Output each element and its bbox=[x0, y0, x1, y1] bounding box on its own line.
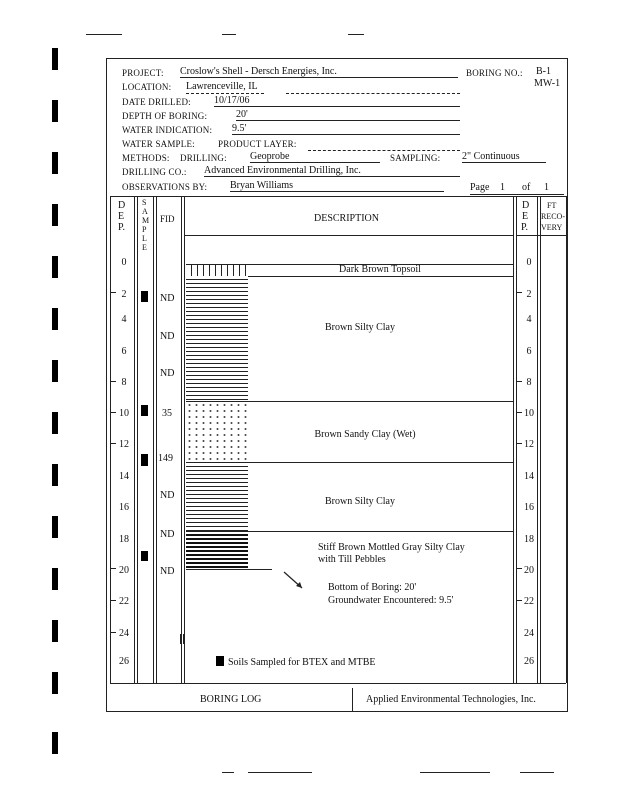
desc-groundwater: Groundwater Encountered: 9.5' bbox=[328, 595, 454, 606]
depth-tick bbox=[516, 568, 522, 569]
col-border bbox=[137, 196, 138, 683]
col-recovery-reco: RECO- bbox=[541, 212, 565, 221]
depth-right-6: 6 bbox=[526, 346, 532, 357]
depth-right-14: 14 bbox=[524, 471, 534, 482]
depth-left-2: 2 bbox=[121, 289, 127, 300]
depth-left-4: 4 bbox=[121, 314, 127, 325]
scan-mark bbox=[86, 34, 122, 35]
location-underline bbox=[186, 93, 264, 94]
col-sample-s: S bbox=[142, 198, 147, 207]
fid-reading: ND bbox=[160, 566, 175, 577]
project-value: Croslow's Shell - Dersch Energies, Inc. bbox=[180, 66, 458, 78]
depth-right-26: 26 bbox=[524, 656, 534, 667]
depth-right-0: 0 bbox=[526, 257, 532, 268]
col-depth-right-d: D bbox=[522, 200, 530, 211]
well-id: MW-1 bbox=[534, 78, 561, 89]
fid-reading: 149 bbox=[158, 453, 173, 464]
depth-tick bbox=[516, 412, 522, 413]
col-depth-left-e: E bbox=[118, 211, 125, 222]
boring-no-value: B-1 bbox=[536, 66, 551, 77]
depth-right-18: 18 bbox=[524, 534, 534, 545]
project-label: PROJECT: bbox=[122, 68, 164, 78]
desc-bottom-of-boring: Bottom of Boring: 20' bbox=[328, 582, 417, 593]
col-sample-m: M bbox=[142, 216, 150, 225]
page-current: 1 bbox=[500, 182, 505, 193]
depth-left-26: 26 bbox=[119, 656, 129, 667]
page-total: 1 bbox=[544, 182, 549, 193]
depth-left-20: 20 bbox=[119, 565, 129, 576]
depth-right-22: 22 bbox=[524, 596, 534, 607]
water-sample-label: WATER SAMPLE: bbox=[122, 139, 195, 149]
sample-marker bbox=[141, 291, 148, 302]
layer-boundary bbox=[248, 462, 513, 463]
observations-label: OBSERVATIONS BY: bbox=[122, 182, 208, 192]
sample-marker bbox=[141, 551, 148, 561]
depth-left-8: 8 bbox=[121, 377, 127, 388]
col-recovery-ft: FT bbox=[547, 201, 557, 210]
depth-left-12: 12 bbox=[119, 439, 129, 450]
col-border bbox=[156, 196, 157, 683]
fid-reading: ND bbox=[160, 368, 175, 379]
col-fid: FID bbox=[160, 214, 175, 224]
depth-left-0: 0 bbox=[121, 257, 127, 268]
depth-left-10: 10 bbox=[119, 408, 129, 419]
strata-sandy-clay bbox=[186, 401, 248, 462]
fid-reading: ND bbox=[160, 490, 175, 501]
sample-marker bbox=[141, 454, 148, 466]
scan-mark bbox=[520, 772, 554, 773]
depth-left-14: 14 bbox=[119, 471, 129, 482]
strata-silty-clay-1 bbox=[186, 276, 248, 400]
depth-right-2: 2 bbox=[526, 289, 532, 300]
fid-col-mark bbox=[183, 634, 184, 644]
sample-marker bbox=[141, 405, 148, 416]
depth-right-4: 4 bbox=[526, 314, 532, 325]
legend-sample-swatch bbox=[216, 656, 224, 666]
drilling-label: DRILLING: bbox=[180, 153, 227, 163]
sampling-label: SAMPLING: bbox=[390, 153, 441, 163]
col-sample-l: L bbox=[142, 234, 147, 243]
col-depth-left-p: P. bbox=[118, 222, 125, 233]
footer-divider bbox=[352, 688, 353, 712]
depth-tick bbox=[110, 443, 116, 444]
layer-boundary bbox=[248, 276, 513, 277]
col-sample-e: E bbox=[142, 243, 147, 252]
depth-tick bbox=[110, 600, 116, 601]
water-indication-label: WATER INDICATION: bbox=[122, 125, 213, 135]
depth-tick bbox=[110, 568, 116, 569]
depth-tick bbox=[110, 381, 116, 382]
table-top-border bbox=[110, 196, 566, 197]
desc-mottled-line2: with Till Pebbles bbox=[318, 554, 386, 565]
col-border bbox=[110, 196, 111, 683]
location-value: Lawrenceville, IL bbox=[186, 81, 258, 92]
depth-value: 20' bbox=[236, 109, 460, 121]
methods-label: METHODS: bbox=[122, 153, 170, 163]
desc-silty-clay-2: Brown Silty Clay bbox=[324, 496, 395, 507]
page-of: of bbox=[522, 182, 531, 193]
water-indication-value: 9.5' bbox=[232, 123, 460, 135]
col-border bbox=[513, 196, 514, 683]
drilling-co-value: Advanced Environmental Drilling, Inc. bbox=[204, 165, 460, 177]
strata-topsoil bbox=[186, 264, 248, 276]
date-label: DATE DRILLED: bbox=[122, 97, 191, 107]
header-row-line-right bbox=[516, 235, 566, 236]
depth-tick bbox=[110, 632, 116, 633]
col-description: DESCRIPTION bbox=[314, 213, 380, 224]
col-depth-left-d: D bbox=[118, 200, 126, 211]
scan-mark bbox=[420, 772, 490, 773]
layer-boundary bbox=[248, 401, 513, 402]
depth-left-22: 22 bbox=[119, 596, 129, 607]
footer-company: Applied Environmental Technologies, Inc. bbox=[366, 694, 536, 705]
sampling-value: 2" Continuous bbox=[462, 151, 546, 163]
location-label: LOCATION: bbox=[122, 82, 172, 92]
desc-mottled-line1: Stiff Brown Mottled Gray Silty Clay bbox=[318, 542, 465, 553]
boring-no-label: BORING NO.: bbox=[466, 68, 523, 78]
page-underline bbox=[470, 194, 564, 195]
depth-right-20: 20 bbox=[524, 565, 534, 576]
col-recovery-very: VERY bbox=[541, 223, 563, 232]
bottom-pointer-arrow bbox=[282, 570, 306, 592]
depth-right-24: 24 bbox=[524, 628, 534, 639]
table-bottom-border bbox=[110, 683, 566, 684]
depth-right-12: 12 bbox=[524, 439, 534, 450]
scan-mark bbox=[348, 34, 364, 35]
depth-tick bbox=[516, 600, 522, 601]
product-layer-label: PRODUCT LAYER: bbox=[218, 139, 297, 149]
depth-right-8: 8 bbox=[526, 377, 532, 388]
fid-reading: 35 bbox=[162, 408, 172, 419]
fid-reading: ND bbox=[160, 331, 175, 342]
fid-reading: ND bbox=[160, 293, 175, 304]
depth-tick bbox=[516, 381, 522, 382]
col-border bbox=[153, 196, 154, 683]
depth-tick bbox=[516, 443, 522, 444]
desc-topsoil: Dark Brown Topsoil bbox=[339, 264, 421, 275]
depth-label: DEPTH OF BORING: bbox=[122, 111, 208, 121]
scan-mark bbox=[222, 772, 234, 773]
col-sample-a: A bbox=[142, 207, 148, 216]
layer-boundary bbox=[248, 531, 513, 532]
drilling-co-label: DRILLING CO.: bbox=[122, 167, 187, 177]
depth-right-16: 16 bbox=[524, 502, 534, 513]
header-row-line bbox=[184, 235, 513, 236]
depth-tick bbox=[110, 412, 116, 413]
page-label: Page bbox=[470, 182, 490, 193]
scan-mark bbox=[222, 34, 236, 35]
observations-value: Bryan Williams bbox=[230, 180, 444, 192]
col-border bbox=[184, 196, 185, 683]
col-border bbox=[181, 196, 182, 683]
col-border bbox=[566, 196, 567, 683]
bottom-boundary bbox=[186, 569, 272, 570]
depth-left-16: 16 bbox=[119, 502, 129, 513]
desc-sandy-clay: Brown Sandy Clay (Wet) bbox=[314, 429, 416, 440]
depth-left-6: 6 bbox=[121, 346, 127, 357]
col-sample-p: P bbox=[142, 225, 147, 234]
depth-tick bbox=[110, 292, 116, 293]
strata-mottled-clay bbox=[186, 531, 248, 570]
desc-silty-clay-1: Brown Silty Clay bbox=[324, 322, 395, 333]
drilling-value: Geoprobe bbox=[250, 151, 380, 163]
fid-col-mark bbox=[180, 634, 181, 644]
legend-text: Soils Sampled for BTEX and MTBE bbox=[228, 657, 376, 668]
depth-right-10: 10 bbox=[524, 408, 534, 419]
scan-mark bbox=[248, 772, 312, 773]
date-value: 10/17/06 bbox=[214, 95, 460, 107]
depth-tick bbox=[516, 292, 522, 293]
location-underline-2 bbox=[286, 93, 460, 94]
fid-reading: ND bbox=[160, 529, 175, 540]
depth-left-18: 18 bbox=[119, 534, 129, 545]
footer-boring-log: BORING LOG bbox=[200, 694, 262, 705]
strata-silty-clay-2 bbox=[186, 462, 248, 531]
depth-left-24: 24 bbox=[119, 628, 129, 639]
col-depth-right-e: E bbox=[522, 211, 529, 222]
col-depth-right-p: P. bbox=[521, 222, 528, 233]
